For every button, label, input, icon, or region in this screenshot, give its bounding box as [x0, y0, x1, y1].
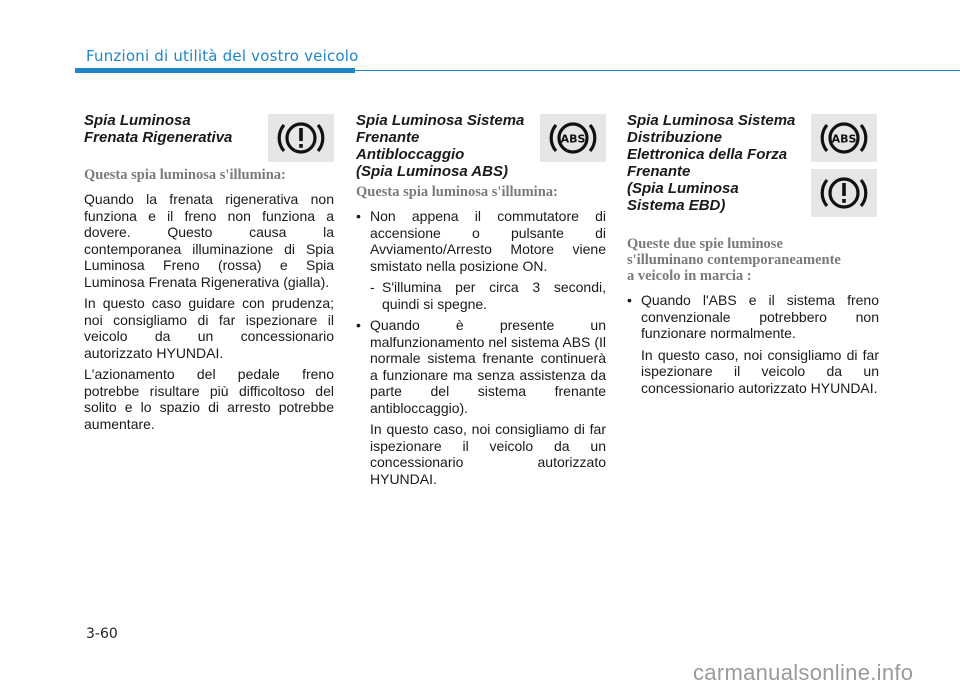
note-paragraph: In questo caso, noi consigliamo di far ispezionare il veicolo da un concessionario autorizzato HYUNDAI.	[370, 421, 606, 487]
subheading: Queste due spie luminose s'illuminano contemporaneamente a veicolo in marcia :	[627, 236, 841, 284]
note-paragraph: In questo caso, noi consigliamo di far ispezionare il veicolo da un concessionario autorizzato HYUNDAI.	[641, 346, 879, 396]
abs-warning-icon	[540, 114, 606, 162]
section-title: Funzioni di utilità del vostro veicolo	[86, 47, 359, 65]
list-item: • Quando è presente un malfunzionamento nel sistema ABS (Il normale sistema frenante continuerà a funzionare ma senza assistenza da parte del sistema frenante antibloccaggio).	[356, 317, 606, 416]
paragraph: L'azionamento del pedale freno potrebbe risultare più difficoltoso del solito e lo spazio di arresto potrebbe aumentare.	[84, 366, 334, 432]
list-item: • Quando l'ABS e il sistema freno convenzionale potrebbero non funzionare normalmente.	[627, 292, 879, 341]
header-rule-thick	[75, 68, 355, 73]
column-ebd	[627, 112, 879, 396]
heading-ebd: Spia Luminosa Sistema Distribuzione Elettronica della Forza Frenante (Spia Luminosa Sistema EBD)	[627, 112, 796, 214]
watermark: carmanualsonline.info	[693, 660, 914, 685]
header-rule-thin	[355, 70, 960, 71]
subheading: Questa spia luminosa s'illumina:	[84, 167, 286, 183]
heading-abs: Spia Luminosa Sistema Frenante Antibloccaggio (Spia Luminosa ABS)	[356, 112, 525, 180]
page-number: 3-60	[86, 626, 118, 642]
heading-regenerative-brake: Spia Luminosa Frenata Rigenerativa	[84, 112, 233, 146]
column-abs	[356, 112, 606, 487]
abs-warning-icon	[811, 114, 877, 162]
subheading: Questa spia luminosa s'illumina:	[356, 184, 558, 200]
paragraph: Quando la frenata rigenerativa non funziona e il freno non funziona a dovere. Questo causa la contemporanea illuminazione di Spia Luminosa Freno (rossa) e Spia Luminosa Frenata Rigenerativa (gialla).	[84, 191, 334, 290]
sub-list-item: - S'illumina per circa 3 secondi, quindi si spegne.	[370, 279, 606, 312]
column-regenerative-brake	[84, 112, 334, 432]
paragraph: In questo caso guidare con prudenza; noi consigliamo di far ispezionare il veicolo da un concessionario autorizzato HYUNDAI.	[84, 295, 334, 361]
svg-text:ABS: ABS	[831, 132, 857, 146]
brake-warning-icon	[811, 169, 877, 217]
brake-warning-icon	[268, 114, 334, 162]
list-item: • Non appena il commutatore di accensione o pulsante di Avviamento/Arresto Motore viene smistato nella posizione ON.	[356, 208, 606, 274]
svg-text:ABS: ABS	[560, 132, 586, 146]
